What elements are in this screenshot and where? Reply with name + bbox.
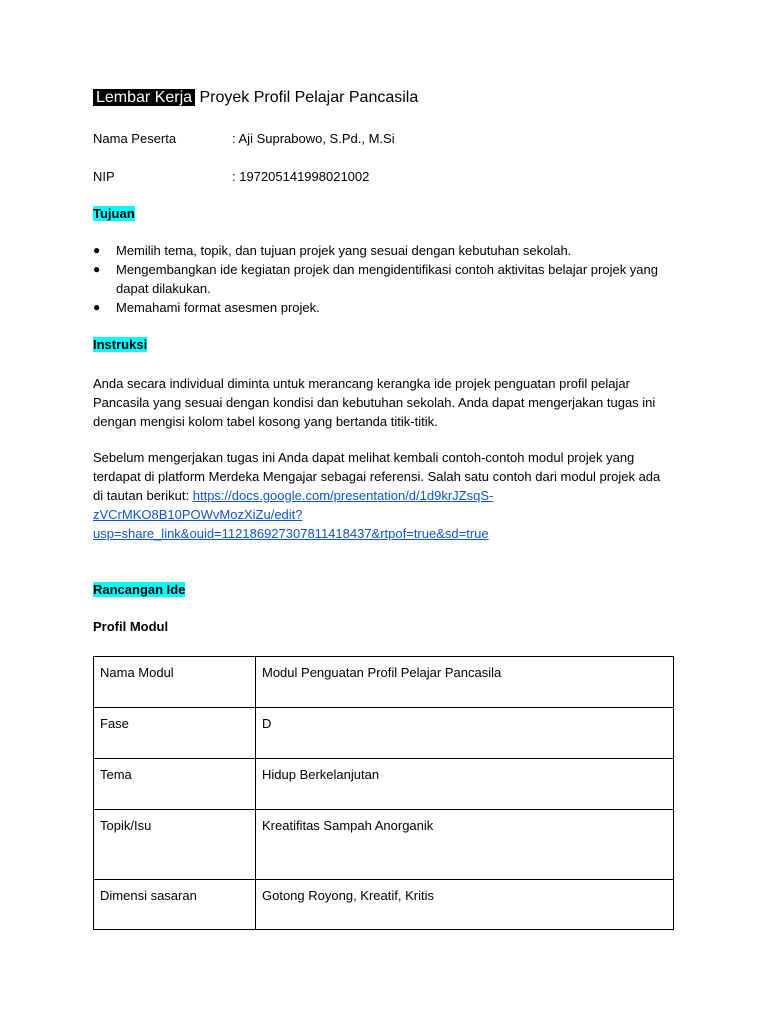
profil-modul-heading: Profil Modul — [93, 619, 169, 634]
rancangan-heading — [93, 581, 185, 599]
table-value-cell: Gotong Royong, Kreatif, Kritis — [256, 880, 674, 930]
list-item — [93, 298, 673, 317]
instruksi-paragraph-2-text: Sebelum mengerjakan tugas ini Anda dapat melihat kembali contoh-contoh modul projek yang terdapat di platform Merdeka Mengajar sebagai referensi. Salah satu contoh dari modul projek ada di tautan berikut: — [93, 450, 661, 503]
instruksi-paragraph-2 — [93, 448, 673, 543]
list-item-text: Mengembangkan ide kegiatan projek dan mengidentifikasi contoh aktivitas belajar projek yang dapat dilakukan. — [116, 262, 659, 296]
instruksi-heading — [93, 336, 147, 354]
document-title — [93, 88, 418, 108]
table-row — [94, 708, 674, 759]
tujuan-heading-text: Tujuan — [93, 206, 135, 221]
table-value-cell: Kreatifitas Sampah Anorganik — [256, 810, 674, 880]
table-value-cell: Hidup Berkelanjutan — [256, 759, 674, 810]
nip-label: NIP — [93, 169, 115, 184]
nip-value: : 197205141998021002 — [232, 169, 370, 184]
nama-peserta-row — [93, 130, 395, 148]
table-row — [94, 759, 674, 810]
tujuan-heading — [93, 205, 135, 223]
instruksi-paragraph-1: Anda secara individual diminta untuk merancang kerangka ide projek penguatan profil pelajar Pancasila yang sesuai dengan kondisi dan kebutuhan sekolah. Anda dapat mengerjakan tugas ini dengan mengisi kolom tabel kosong yang bertanda titik-titik. — [93, 376, 656, 429]
table-value-cell: Modul Penguatan Profil Pelajar Pancasila — [256, 657, 674, 708]
list-item-text: Memilih tema, topik, dan tujuan projek yang sesuai dengan kebutuhan sekolah. — [116, 243, 572, 258]
rancangan-heading-text: Rancangan Ide — [93, 582, 186, 597]
nama-peserta-label: Nama Peserta — [93, 131, 177, 146]
table-value-cell: D — [256, 708, 674, 759]
bullet-icon: ● — [93, 243, 101, 257]
list-item — [93, 241, 673, 260]
tujuan-list — [93, 241, 673, 317]
instruksi-heading-text: Instruksi — [93, 337, 148, 352]
table-label-cell: Fase — [94, 708, 256, 759]
nip-row — [93, 168, 369, 186]
table-label-cell: Topik/Isu — [94, 810, 256, 880]
table-row — [94, 810, 674, 880]
bullet-icon: ● — [93, 300, 101, 314]
bullet-icon: ● — [93, 262, 101, 276]
table-row — [94, 880, 674, 930]
table-row — [94, 657, 674, 708]
referensi-link[interactable]: https://docs.google.com/presentation/d/1d9krJZsqS- zVCrMKO8B10POWvMozXiZu/edit? usp=share_link&ouid=112186927307811418437&rtpof=true&sd=true — [93, 488, 494, 541]
profil-modul-table — [93, 656, 674, 930]
table-label-cell: Tema — [94, 759, 256, 810]
table-label-cell: Nama Modul — [94, 657, 256, 708]
nama-peserta-value: : Aji Suprabowo, S.Pd., M.Si — [232, 131, 395, 146]
list-item — [93, 260, 673, 298]
title-rest: Proyek Profil Pelajar Pancasila — [195, 89, 419, 106]
table-label-cell: Dimensi sasaran — [94, 880, 256, 930]
list-item-text: Memahami format asesmen projek. — [116, 300, 320, 315]
title-highlight: Lembar Kerja — [93, 89, 195, 106]
